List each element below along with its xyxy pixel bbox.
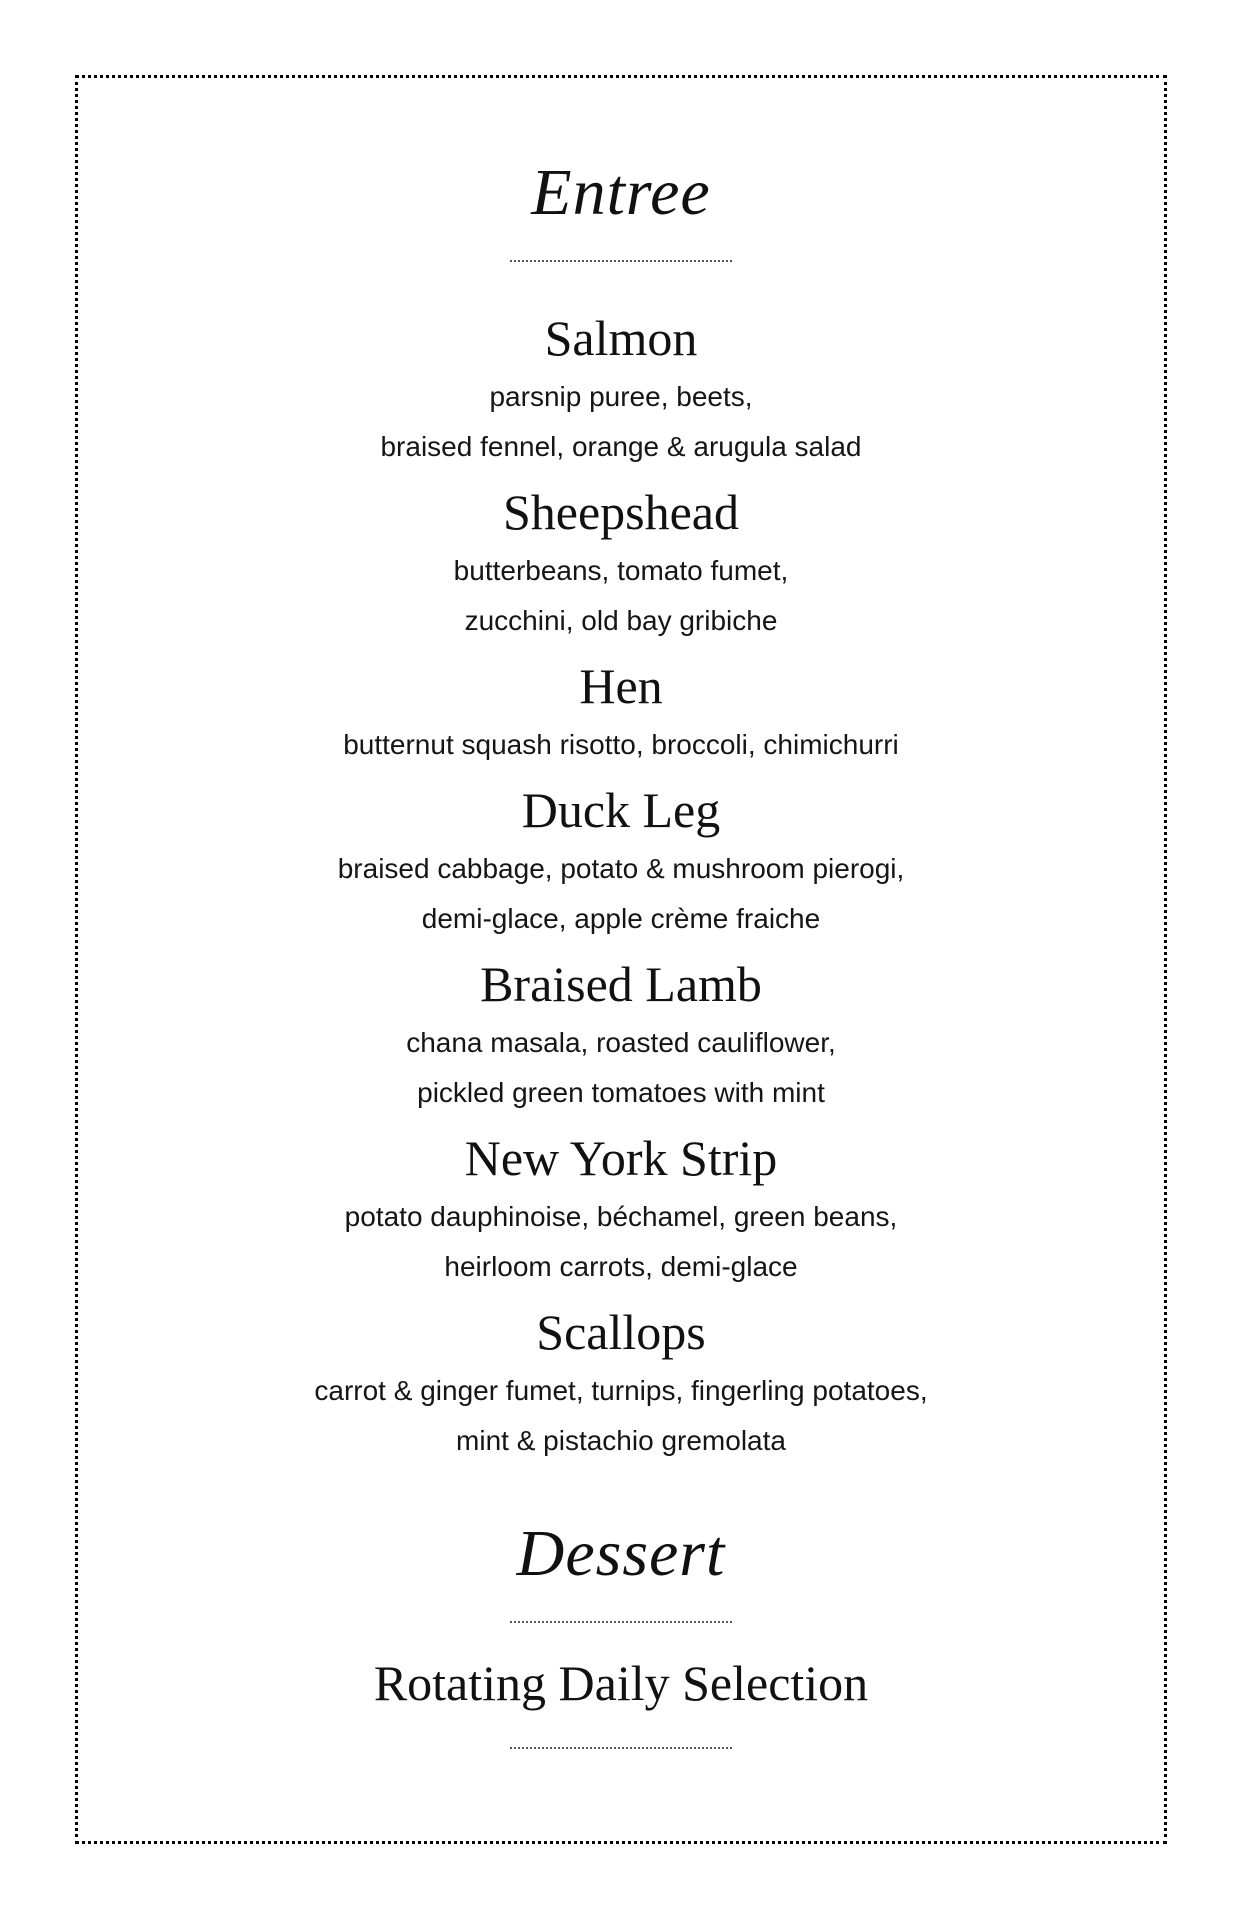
dish-name: Sheepshead bbox=[502, 484, 740, 541]
dish-name: New York Strip bbox=[464, 1130, 778, 1187]
dish-description-line: potato dauphinoise, béchamel, green beans, bbox=[344, 1201, 898, 1233]
dish-name: Scallops bbox=[536, 1304, 706, 1361]
dish-description bbox=[78, 372, 1164, 472]
dish-description-line: demi-glace, apple crème fraiche bbox=[421, 903, 821, 935]
dish-description-line: heirloom carrots, demi-glace bbox=[444, 1251, 798, 1283]
dish-description bbox=[78, 844, 1164, 944]
section-divider-entree bbox=[510, 260, 732, 262]
dish-description bbox=[78, 1018, 1164, 1118]
menu-item-duck-leg bbox=[78, 782, 1164, 944]
dish-description-line: carrot & ginger fumet, turnips, fingerling potatoes, bbox=[314, 1375, 928, 1407]
menu-item-scallops bbox=[78, 1304, 1164, 1466]
closing-divider bbox=[510, 1747, 732, 1749]
dish-description-line: braised fennel, orange & arugula salad bbox=[380, 431, 862, 463]
section-title-entree: Entree bbox=[531, 156, 711, 229]
menu-item-sheepshead bbox=[78, 484, 1164, 646]
dish-description-line: braised cabbage, potato & mushroom pierogi, bbox=[337, 853, 905, 885]
dish-name: Hen bbox=[579, 658, 663, 715]
dish-name: Duck Leg bbox=[521, 782, 721, 839]
dish-description bbox=[78, 1192, 1164, 1292]
dish-description-line: chana masala, roasted cauliflower, bbox=[406, 1027, 836, 1059]
dish-description bbox=[78, 546, 1164, 646]
menu-item-braised-lamb bbox=[78, 956, 1164, 1118]
menu-sheet-border bbox=[75, 75, 1167, 1844]
menu-item-new-york-strip bbox=[78, 1130, 1164, 1292]
menu-item-salmon bbox=[78, 310, 1164, 472]
section-title-dessert: Dessert bbox=[516, 1517, 726, 1591]
menu-item-hen bbox=[78, 658, 1164, 770]
dessert-rotating-selection: Rotating Daily Selection bbox=[373, 1655, 869, 1712]
dish-description bbox=[78, 720, 1164, 770]
dish-name: Salmon bbox=[544, 310, 698, 367]
dish-description-line: pickled green tomatoes with mint bbox=[417, 1077, 825, 1109]
dish-name: Braised Lamb bbox=[480, 956, 762, 1013]
dish-description-line: zucchini, old bay gribiche bbox=[464, 605, 778, 637]
dish-description-line: butterbeans, tomato fumet, bbox=[453, 555, 789, 587]
dish-description-line: mint & pistachio gremolata bbox=[456, 1425, 786, 1457]
dish-description-line: parsnip puree, beets, bbox=[489, 381, 753, 413]
dish-description-line: butternut squash risotto, broccoli, chimichurri bbox=[343, 729, 899, 761]
dish-description bbox=[78, 1366, 1164, 1466]
section-divider-dessert bbox=[510, 1621, 732, 1623]
